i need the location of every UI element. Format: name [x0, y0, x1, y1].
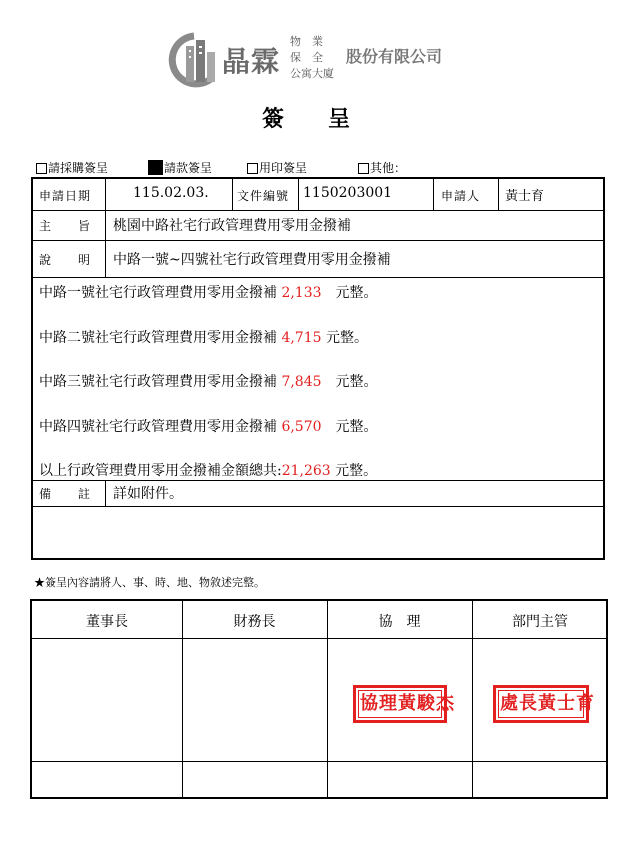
apply-date-label: 申請日期 — [39, 189, 92, 203]
total-amount-value: 21,263 — [281, 463, 331, 479]
header-chairman: 董事長 — [86, 614, 128, 630]
total-line: 以上行政管理費用零用金撥補金額總共:21,263 元整。 — [39, 463, 378, 479]
service-label-security: 保 全 — [290, 51, 323, 64]
doc-no-label: 文件編號 — [237, 189, 290, 203]
service-label-property: 物 業 — [290, 35, 323, 48]
stamp-deputy-director: 協理黃駿杰 — [353, 685, 447, 723]
apply-date-value: 115.02.03. — [133, 185, 209, 201]
description-label: 說 明 — [39, 253, 92, 267]
checkbox-icon[interactable] — [247, 163, 258, 174]
option-label: 用印簽呈 — [259, 161, 308, 175]
expense-line-1: 中路一號社宅行政管理費用零用金撥補 2,133 元整。 — [39, 285, 378, 301]
option-label: 其他： — [370, 161, 407, 175]
header-deputy-director: 協 理 — [378, 614, 421, 630]
option-seal[interactable] — [247, 159, 307, 176]
applicant-value: 黃士育 — [505, 189, 545, 204]
option-label: 請款簽呈 — [164, 161, 213, 175]
option-other[interactable] — [358, 159, 406, 176]
expense-line-3: 中路三號社宅行政管理費用零用金撥補 7,845 元整。 — [39, 374, 378, 390]
remark-label: 備 註 — [39, 487, 92, 501]
request-form — [31, 177, 605, 560]
option-payment[interactable] — [148, 159, 212, 176]
amount-value: 2,133 — [281, 285, 322, 301]
applicant-label: 申請人 — [441, 189, 481, 203]
checkbox-icon[interactable] — [358, 163, 369, 174]
description-value: 中路一號~四號社宅行政管理費用零用金撥補 — [113, 252, 391, 268]
remark-value: 詳如附件。 — [113, 486, 183, 502]
amount-value: 7,845 — [281, 374, 322, 390]
service-label-apartment: 公寓大廈 — [290, 67, 334, 80]
option-purchase[interactable] — [36, 159, 108, 176]
expense-line-4: 中路四號社宅行政管理費用零用金撥補 6,570 元整。 — [39, 419, 378, 435]
amount-value: 4,715 — [281, 330, 322, 346]
expense-line-2: 中路二號社宅行政管理費用零用金撥補 4,715 元整。 — [39, 330, 368, 346]
doc-no-value: 1150203001 — [303, 185, 393, 201]
stamp-dept-head: 處長黃士育 — [493, 685, 589, 723]
company-logo-name: 晶霖 — [222, 45, 281, 78]
header-cfo: 財務長 — [233, 614, 276, 630]
subject-label: 主 旨 — [39, 219, 92, 233]
instruction-note: ★簽呈內容請將人、事、時、地、物敘述完整。 — [34, 576, 265, 589]
signature-table — [30, 599, 608, 799]
checkbox-checked-icon[interactable] — [148, 160, 163, 175]
building-logo-icon — [168, 32, 220, 88]
option-label: 請採購簽呈 — [48, 161, 109, 175]
amount-value: 6,570 — [281, 419, 322, 435]
header-dept-head: 部門主管 — [512, 614, 568, 630]
subject-value: 桃園中路社宅行政管理費用零用金撥補 — [113, 218, 351, 234]
company-suffix: 股份有限公司 — [346, 47, 443, 66]
checkbox-icon[interactable] — [36, 163, 47, 174]
document-title: 簽呈 — [262, 106, 395, 132]
